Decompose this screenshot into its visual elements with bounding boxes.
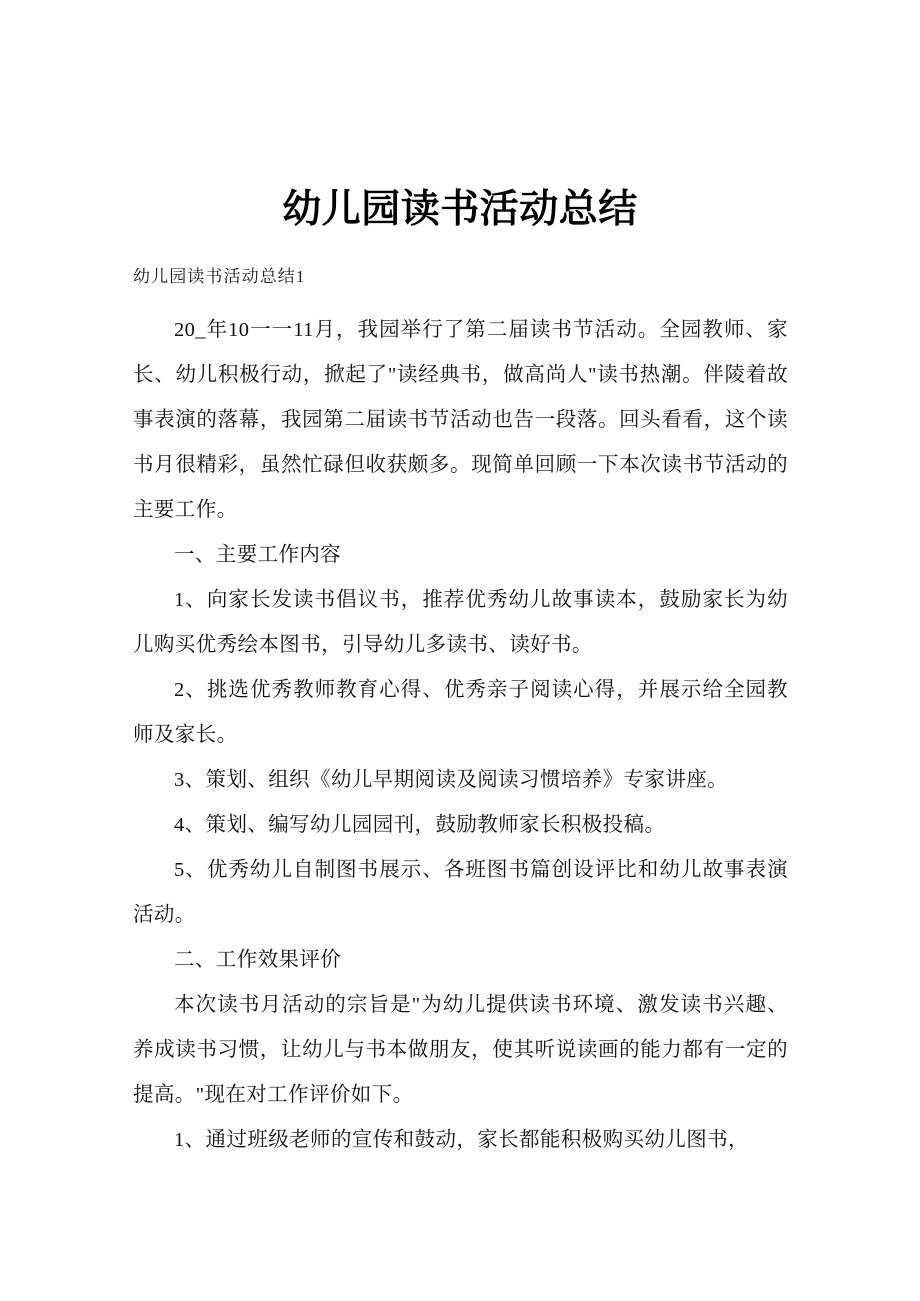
list-item-1: 1、向家长发读书倡议书，推荐优秀幼儿故事读本，鼓励家长为幼儿购买优秀绘本图书，引导幼儿多读书、读好书。: [133, 589, 788, 656]
list-item-3: 3、策划、组织《幼儿早期阅读及阅读习惯培养》专家讲座。: [174, 769, 729, 791]
document-subtitle: 幼儿园读书活动总结1: [133, 267, 306, 286]
paragraph-intro: 20_年10一一11月，我园举行了第二届读书节活动。全园教师、家长、幼儿积极行动，掀起了"读经典书，做高尚人"读书热潮。伴陵着故事表演的落幕，我园第二届读书节活动也告一段落。回头看看，这个读书月很精彩，虽然忙碌但收获颇多。现简单回顾一下本次读书节活动的主要工作。: [133, 319, 788, 521]
page-title: 幼儿园读书活动总结: [282, 187, 638, 233]
document-body: [133, 262, 788, 1163]
list-item-2: 2、挑选优秀教师教育心得、优秀亲子阅读心得，并展示给全园教师及家长。: [133, 679, 788, 746]
list-item-4: 4、策划、编写幼儿园园刊，鼓励教师家长积极投稿。: [174, 814, 666, 836]
evaluation-item-1: 1、通过班级老师的宣传和鼓动，家长都能积极购买幼儿图书，: [174, 1129, 749, 1151]
section-heading-one: 一、主要工作内容: [174, 544, 342, 566]
paragraph-purpose: 本次读书月活动的宗旨是"为幼儿提供读书环境、激发读书兴趣、养成读书习惯，让幼儿与书本做朋友，使其听说读画的能力都有一定的提高。"现在对工作评价如下。: [133, 994, 788, 1106]
list-item-5: 5、优秀幼儿自制图书展示、各班图书篇创设评比和幼儿故事表演活动。: [133, 859, 788, 926]
section-heading-two: 二、工作效果评价: [174, 949, 342, 971]
